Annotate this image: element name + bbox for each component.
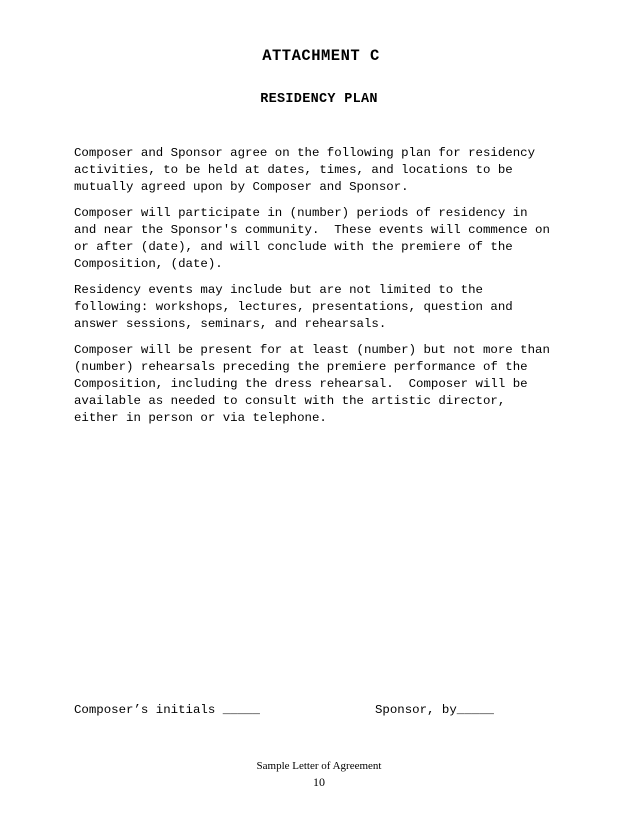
composer-initials-line: Composer’s initials _____	[74, 703, 260, 717]
paragraph-residency-plan: Composer and Sponsor agree on the following plan for residency activities, to be held at dates, times, and locations to be mutually agreed upon by Composer and Sponsor.	[74, 146, 536, 194]
sponsor-signature-line: Sponsor, by_____	[375, 703, 494, 717]
footer-document-title: Sample Letter of Agreement	[256, 760, 382, 772]
section-subtitle: RESIDENCY PLAN	[260, 92, 378, 107]
paragraph-residency-periods: Composer will participate in (number) periods of residency in and near the Sponsor's community. These events will commence on or after (date), and will conclude with the premiere of the Composition, (date).	[74, 206, 550, 271]
paragraph-rehearsals: Composer will be present for at least (number) but not more than (number) rehearsals preceding the premiere performance of the Composition, including the dress rehearsal. Composer will be available as needed to consult with the artistic director, either in person or via telephone.	[74, 343, 550, 425]
page-number: 10	[313, 775, 325, 789]
page-title: ATTACHMENT C	[262, 47, 380, 65]
agreement-body	[74, 145, 574, 436]
paragraph-residency-events: Residency events may include but are not limited to the following: workshops, lectures, presentations, question and answer sessions, seminars, and rehearsals.	[74, 283, 513, 331]
